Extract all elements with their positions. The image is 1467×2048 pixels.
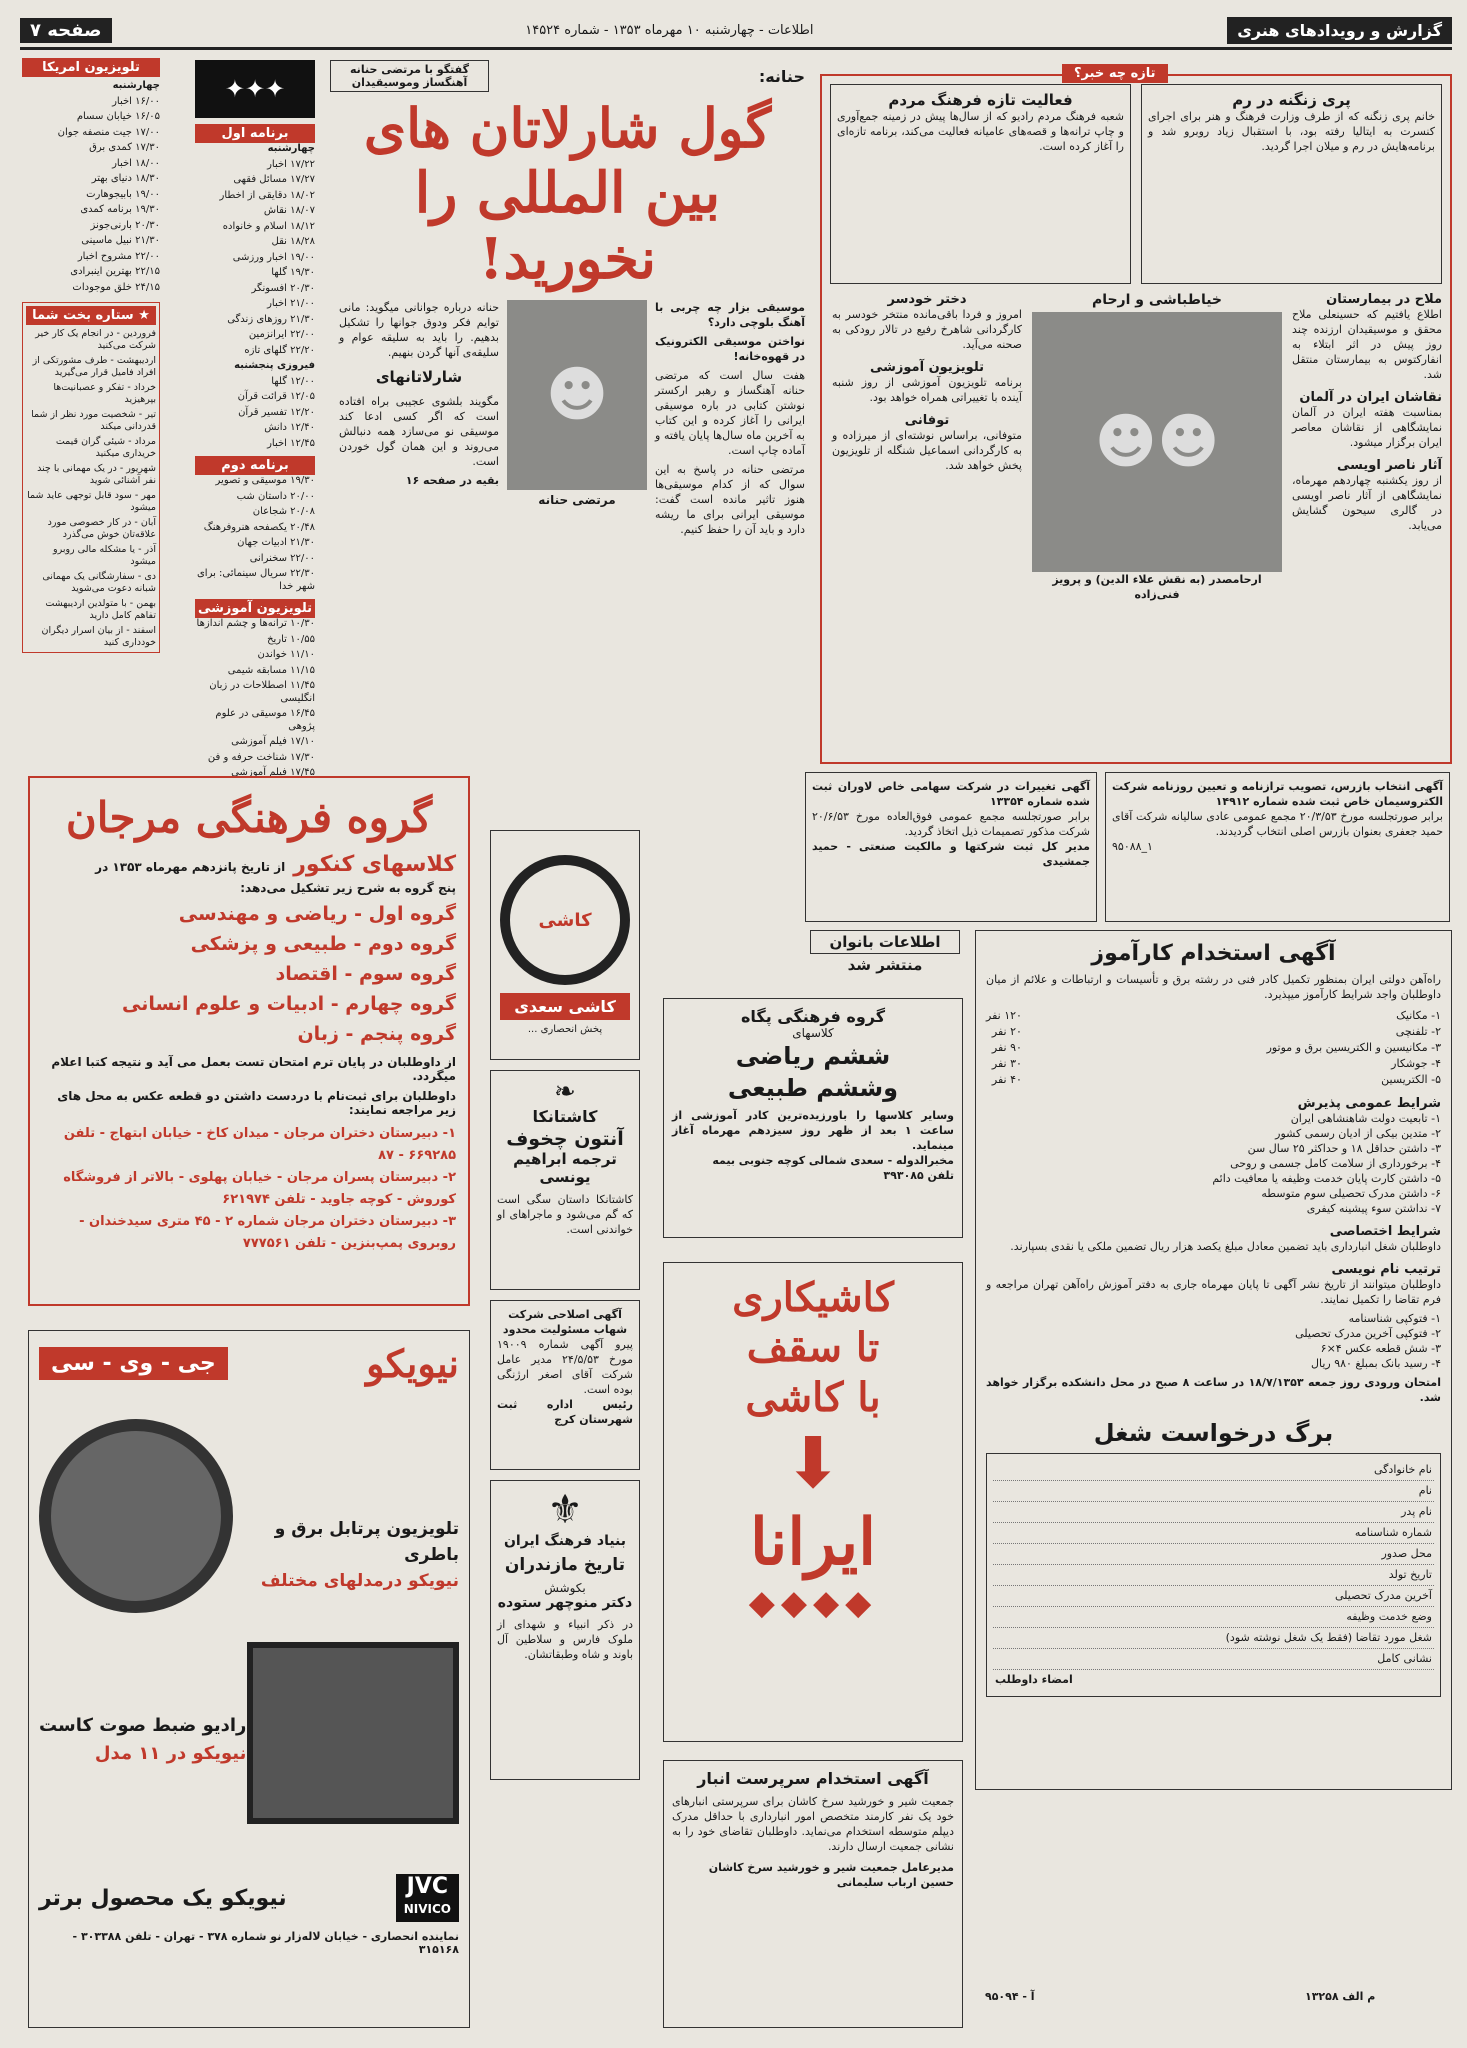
document: ۳- شش قطعه عکس ۴×۶ — [1320, 1342, 1441, 1355]
mazandaran-org: بنیاد فرهنگ ایران — [503, 1533, 627, 1549]
notice-sign: مدیر کل ثبت شرکتها و مالکیت صنعتی - حمید جمشیدی — [812, 840, 1090, 868]
mazandaran-title: تاریخ مازندران — [504, 1555, 626, 1575]
position-count: ۴۰ نفر — [991, 1073, 1022, 1086]
ad-body: جمعیت شیر و خورشید سرخ کاشان برای سرپرستی انبارهای خود یک نفر کارمند متخصص امور انبارداری با حداقل مدرک دیپلم متوسطه استخدام می‌نماید. داوطلبان تقاضای خود را به نشانی جمعیت ارسال دارند. — [672, 1795, 954, 1853]
irana-line: با کاشی — [745, 1374, 881, 1421]
book-emblem-icon: ⚜ — [547, 1487, 583, 1533]
book-title: کاشتانکا — [532, 1107, 598, 1126]
condition: ۲- متدین بیکی از ادیان رسمی کشور — [1275, 1127, 1441, 1140]
program-item: ۱۶/۴۵ موسیقی در علوم پژوهی — [215, 708, 315, 732]
pegah-org: گروه فرهنگی پگاه — [740, 1007, 886, 1026]
position-count: ۲۰ نفر — [991, 1025, 1022, 1038]
morjan-ad — [28, 776, 470, 1306]
program-item: ۲۱/۰۰ اخبار — [267, 298, 315, 309]
tv-item: ۲۲/۰۰ مشروح اخبار — [77, 250, 160, 262]
news-story-folk — [830, 84, 1131, 284]
program-item: ۱۰/۵۵ تاریخ — [267, 633, 315, 645]
morjan-title: گروه فرهنگی مرجان — [65, 793, 433, 842]
tv-item: ۱۶/۰۰ اخبار — [112, 95, 160, 107]
book-author: آنتون چخوف — [506, 1128, 624, 1150]
notice-title: آگهی تغییرات در شرکت سهامی خاص لاوران ثبت شده شماره ۱۳۳۵۴ — [812, 780, 1090, 808]
story-body: برنامه تلویزیون آموزشی از روز شنبه آینده با تغییراتی همراه خواهد بود. — [832, 376, 1022, 404]
program-edu-list — [195, 618, 315, 780]
horoscope-item: شهریور - در یک مهمانی با چند نفر آشنائی شوید — [37, 463, 156, 486]
horoscope-item: آذر - یا مشکله مالی روبرو میشود — [52, 544, 156, 567]
story-title: توفانی — [904, 413, 950, 428]
interview-body-5: مگویند بلشوی عجیبی براه افتاده است که اگر کسی ادعا کند موسیقی نو می‌سازد همه دنبالش می‌روند و این همان گول خوردن است. — [339, 395, 499, 468]
notice-lavaran — [805, 772, 1097, 922]
pegah-class: ششم ریاضی — [735, 1042, 891, 1070]
mazandaran-ad — [490, 1480, 640, 1780]
pegah-body: وسایر کلاسها را باورزیده‌ترین کادر آموزشی از ساعت ۱ بعد از ظهر روز سیزدهم مهرماه آغاز مینماید. — [672, 1109, 954, 1152]
form-field: آخرین مدرک تحصیلی — [993, 1586, 1434, 1607]
notice-title: آگهی انتخاب بازرس، تصویب ترازنامه و تعیین روزنامه شرکت الکتروسیمان خاص ثبت شده شماره ۱۴۹۱۲ — [1112, 780, 1443, 808]
interview-q1: موسیقی بزار چه چربی با آهنگ بلوچی دارد؟ — [655, 301, 805, 329]
tv-icon — [39, 1396, 233, 1636]
tv-logo-icon: ✦✦✦ — [195, 60, 315, 118]
notice-body: پیرو آگهی شماره ۱۹۰۰۹ مورخ ۲۴/۵/۵۳ مدیر عامل شرکت آقای اصغر ارژنگی بوده است. — [497, 1338, 633, 1396]
interview-tag: گفتگو با مرتضی حنانه آهنگساز وموسیقیدان — [330, 60, 489, 92]
form-title: برگ درخواست شغل — [1093, 1419, 1334, 1447]
notice-body: برابر صورتجلسه مورخ ۲۰/۳/۵۳ مجمع عمومی عادی سالیانه شرکت آقای حمید جعفری بعنوان بازرس اصلی انتخاب گردیدند. — [1112, 810, 1443, 838]
program-item: ۱۱/۱۰ خواندن — [257, 649, 315, 660]
story-title: ملاح در بیمارستان — [1326, 292, 1442, 307]
conditions-title: شرایط عمومی پذیرش — [1297, 1096, 1441, 1111]
news-story-zangeneh — [1141, 84, 1442, 284]
program-item: ۲۱/۳۰ روزهای زندگی — [227, 313, 315, 325]
story-body: شعبه فرهنگ مردم رادیو که از سال‌ها پیش در زمینه جمع‌آوری و چاپ ترانه‌ها و قصه‌های عامیانه فعالیت می‌کند، برنامه تازه‌ای را آغاز کرده است. — [837, 110, 1124, 153]
horoscope-item: اسفند - از بیان اسرار دیگران خودداری کنید — [41, 625, 156, 648]
form-code-right: م الف ۱۳۲۵۸ — [1305, 1990, 1376, 2003]
pegah-ad — [663, 998, 963, 1238]
tv-line: نیویکو درمدلهای مختلف — [260, 1571, 459, 1591]
tv-item: ۱۶/۰۵ خیابان سسام — [76, 111, 160, 122]
story-title: پری زنگنه در رم — [1232, 91, 1351, 109]
kashi-saadi-ad — [490, 830, 640, 1060]
morjan-date: از تاریخ پانزدهم مهرماه ۱۳۵۳ در — [95, 860, 286, 874]
news-bottom-row — [830, 292, 1442, 602]
registration-body: داوطلبان میتوانند از تاریخ نشر آگهی تا پایان مهرماه جاری به دفتر آموزش راه‌آهن تهران مراجعه و فرم تقاضا را تکمیل نمایند. — [986, 1278, 1441, 1306]
tv-item: ۲۱/۳۰ نبیل ماسینی — [81, 235, 160, 246]
story-body: اطلاع یافتیم که حسینعلی ملاح محقق و موسیقیدان ارزنده چند روز پیش در اثر ابتلاء به انفارکتوس به بیمارستان منتقل شد. — [1292, 308, 1442, 381]
morjan-note: از داوطلبان در پایان ترم امتحان تست بعمل می آید و نتیجه کتبا اعلام میگردد. — [51, 1055, 456, 1083]
interview-col-right — [655, 300, 805, 537]
application-form — [986, 1453, 1441, 1697]
pegah-phone: تلفن ۳۹۳۰۸۵ — [883, 1169, 954, 1182]
program-item: ۲۲/۳۰ سریال سینمائی: برای شهر خدا — [196, 568, 315, 592]
form-field: شغل مورد تقاضا (فقط یک شغل نوشته شود) — [993, 1628, 1434, 1649]
condition: ۵- داشتن کارت پایان خدمت وظیفه یا معافیت دائم — [1212, 1172, 1441, 1185]
news-box — [820, 66, 1452, 764]
tv-item: ۱۷/۰۰ جیت منصفه جوان — [57, 126, 160, 138]
interview-headline-2: بین المللی را نخورید! — [414, 160, 721, 292]
position-name: ۱- مکانیک — [1396, 1009, 1441, 1022]
story-title: فعالیت تازه فرهنگ مردم — [888, 91, 1073, 109]
morjan-address: ۳- دبیرستان دختران مرجان شماره ۲ - ۴۵ متری سیدخندان - روبروی پمپ‌بنزین - تلفن ۷۷۷۵۶۱ — [79, 1214, 456, 1251]
star-icon: ★ — [133, 308, 150, 323]
program-item: ۱۲/۴۰ دانش — [264, 422, 315, 433]
photo-caption: مرتضی حنانه — [538, 493, 616, 507]
kashtanka-ad — [490, 1070, 640, 1290]
ad-sign: مدیرعامل جمعیت شیر و خورشید سرخ کاشان — [708, 1861, 954, 1874]
form-field: نشانی کامل — [993, 1649, 1434, 1670]
registration-title: ترتیب نام نویسی — [1331, 1262, 1441, 1277]
form-field: نام — [993, 1481, 1434, 1502]
interview-body-1: هفت سال است که مرتضی حنانه آهنگساز و رهبر ارکستر نوشتن کتابی در باره موسیقی ایرانی را آغاز کرده و این کتاب به آخرین ماه سال‌ها پایان یافته و آماده چاپ است. — [655, 369, 805, 457]
document: ۴- رسید بانک بمبلغ ۹۸۰ ریال — [1310, 1357, 1441, 1370]
page-header — [20, 14, 1452, 50]
tv-america-list — [22, 80, 160, 294]
story-title: تلویزیون آموزشی — [869, 360, 985, 375]
program-item: ۲۲/۰۰ ایرانزمین — [248, 329, 315, 340]
tv-america-title: تلویزیون امریکا — [22, 58, 160, 77]
story-title: دختر خودسر — [887, 292, 967, 307]
irana-line: تا سقف — [746, 1324, 880, 1371]
radio-cassette-icon — [247, 1642, 459, 1824]
morjan-reg: داوطلبان برای ثبت‌نام با دردست داشتن دو قطعه عکس به محل های زیر مراجعه نمایند: — [57, 1089, 456, 1117]
tv-text — [233, 1516, 459, 1636]
interview-q2: نواختن موسیقی الکترونیک در قهوه‌خانه! — [655, 335, 805, 363]
program-item: ۱۲/۴۵ اخبار — [267, 437, 315, 449]
portrait-photo-icon: ☻ — [507, 300, 647, 490]
ad-title: آگهی استخدام سرپرست انبار — [697, 1769, 929, 1788]
program-column — [195, 60, 315, 778]
form-signature: امضاء داوطلب — [995, 1673, 1073, 1686]
irana-line: کاشیکاری — [732, 1274, 894, 1321]
ad-title: آگهی استخدام کارآموز — [1091, 941, 1336, 966]
conditions-list — [986, 1111, 1441, 1216]
radio-line: رادیو ضبط صوت کاست — [39, 1715, 247, 1736]
book-body: کاشتانکا داستان سگی است که گم می‌شود و ماجراهای او خواندنی است. — [497, 1193, 633, 1236]
program-item: ۱۷/۳۰ شناخت حرفه و فن — [207, 751, 315, 763]
continued-note: بقیه در صفحه ۱۶ — [405, 474, 499, 487]
program-item: ۲۲/۰۰ سخنرانی — [249, 552, 315, 564]
actors-photo-icon: ☻☻ — [1032, 312, 1282, 572]
program-item: ۱۸/۰۲ دقایقی از اخطار — [219, 189, 315, 201]
arrow-down-icon: ⬇ — [783, 1422, 843, 1504]
form-code-left: آ - ۹۵۰۹۴ — [985, 1990, 1035, 2003]
interview-kicker: حنانه: — [758, 66, 805, 86]
tv-line: تلویزیون پرتابل برق و باطری — [274, 1519, 459, 1565]
position-name: ۳- مکانیسین و الکتریسین برق و موتور — [1266, 1041, 1441, 1054]
horoscope-item: دی - سفارشگانی یک مهمانی شبانه دعوت می‌شوید — [42, 571, 156, 594]
kashi-sub: پخش انحصاری ... — [527, 1024, 603, 1035]
book-logo-icon: ❧ — [554, 1077, 576, 1107]
kashi-logo-icon: کاشی — [500, 855, 630, 985]
news-tag: تازه چه خبر؟ — [1062, 64, 1168, 83]
horoscope-item: آبان - در کار خصوصی مورد علاقه‌تان خوش می‌گذرد — [47, 517, 156, 540]
positions-table — [986, 1008, 1441, 1088]
counts-col — [986, 1008, 1022, 1088]
news-col-left — [832, 292, 1022, 602]
morjan-group: گروه دوم - طبیعی و پزشکی — [190, 933, 456, 955]
tv-listings-column — [22, 58, 160, 748]
pegah-addr: مخبرالدوله - سعدی شمالی کوچه جنوبی بیمه — [712, 1154, 954, 1167]
horoscope-item: مرداد - شیئی گران قیمت خریداری میکنید — [55, 436, 156, 459]
form-field: نام پدر — [993, 1502, 1434, 1523]
program-item: ۱۷/۱۰ فیلم آموزشی — [231, 736, 315, 747]
program-item: ۱۲/۰۵ قرائت قرآن — [237, 391, 315, 402]
program-item: ۲۱/۳۰ ادبیات جهان — [237, 537, 315, 548]
morjan-groups — [42, 899, 456, 1049]
jvc-logo-text: JVC — [406, 1874, 449, 1899]
warehouse-ad — [663, 1760, 963, 2028]
tv-item: ۱۹/۰۰ بابیجوهارت — [86, 188, 160, 200]
horoscope-title: ★ ستاره بخت شما — [26, 306, 156, 325]
position-name: ۲- تلفنچی — [1395, 1025, 1441, 1038]
program-item: ۲۰/۴۸ یکصفحه هنرو‌فرهنگ — [203, 521, 315, 533]
radio-line: نیویکو در ۱۱ مدل — [94, 1743, 247, 1764]
ad-intro: راه‌آهن دولتی ایران بمنظور تکمیل کادر فنی در رشته برق و تأسیسات و ارتباطات و علائم از میان داوطلبان واجد شرایط کارآموز میپذیرد. — [986, 973, 1441, 1001]
banovan-title: اطلاعات بانوان — [810, 930, 960, 954]
mazandaran-body: در ذکر انبیاء و شهدای از ملوک فارس و سلاطین آل باوند و شاه وطبقاتشان. — [497, 1618, 633, 1661]
document: ۲- فتوکپی آخرین مدرک تحصیلی — [1295, 1327, 1441, 1340]
program-item: ۱۷/۲۷ مسائل فقهی — [233, 174, 315, 185]
tv-item: ۱۷/۳۰ کمدی برق — [89, 142, 160, 153]
morjan-addresses — [42, 1123, 456, 1255]
tv-item: ۲۰/۳۰ بارنی‌جونز — [90, 219, 160, 231]
morjan-group: گروه سوم - اقتصاد — [275, 963, 456, 985]
nivico-slogan: نیویکو یک محصول برتر — [39, 1885, 287, 1911]
morjan-group: گروه چهارم - ادبیات و علوم انسانی — [122, 993, 456, 1015]
horoscope-item: مهر - سود قابل توجهی عاید شما میشود — [27, 490, 156, 513]
story-body: امروز و فردا باقی‌مانده منتخر خودسر به کارگردانی شاهرخ رفیع در تالار رودکی به صحنه می‌آید. — [832, 308, 1022, 351]
horoscope-item: اردیبهشت - طرف مشورتکی از افراد فامیل قرار می‌گیرید — [32, 355, 156, 378]
condition: ۳- داشتن حداقل ۱۸ و حداکثر ۲۵ سال سن — [1247, 1142, 1441, 1155]
morjan-sub: پنج گروه به شرح زیر تشکیل می‌دهد: — [240, 881, 456, 895]
program-item: ۲۰/۰۸ شجاعان — [252, 506, 315, 517]
interview-col-left — [339, 300, 499, 537]
notice-sign: رئیس اداره ثبت شهرستان کرج — [497, 1398, 633, 1426]
program-item: ۱۰/۳۰ ترانه‌ها و چشم اندازها — [196, 618, 315, 629]
interview-body-3: مرتضی حنانه در پاسخ به این سوال که از کدام موسیقی‌ها هنوز تاثیر مانده است گفت: موسیقی ایرانی برای ما ریشه دارد و باید آن را حفظ کنیم. — [655, 463, 805, 536]
story-title: خیاطباشی و ارحام — [1091, 292, 1223, 308]
horoscope-item: بهمن - با متولدین اردیبهشت تفاهم کامل دارید — [45, 598, 156, 621]
photo-caption: ارحامصدر (به نقش علاء الدین) و پرویز فنی‌زاده — [1052, 573, 1262, 601]
story-body: متوفانی، براساس نوشته‌ای از میرزاده و به کارگردانی اسماعیل شنگله از تلویزیون پخش خواهد شد. — [832, 429, 1022, 472]
document: ۱- فتوکپی شناسنامه — [1348, 1312, 1441, 1325]
trainee-recruitment-ad — [975, 930, 1452, 1790]
morjan-konkur: کلاسهای کنکور — [293, 852, 456, 877]
exam-note: امتحان ورودی روز جمعه ۱۸/۷/۱۳۵۳ در ساعت ۸ صبح در محل دانشکده برگزار خواهد شد. — [986, 1376, 1442, 1404]
position-count: ۹۰ نفر — [991, 1041, 1022, 1054]
mazandaran-author: دکتر منوچهر ستوده — [497, 1595, 633, 1611]
program-item: ۱۱/۴۵ اصطلاحات در زبان انگلیسی — [209, 680, 315, 704]
program-item: ۲۰/۳۰ افسونگر — [251, 282, 315, 294]
horoscope-item: تیر - شخصیت مورد نظر از شما قدردانی میکند — [31, 409, 156, 432]
interview-article — [330, 60, 805, 760]
program1-list — [195, 143, 315, 450]
form-field: تاریخ تولد — [993, 1565, 1434, 1586]
book-translator: ترجمه ابراهیم یونسی — [513, 1150, 617, 1186]
tv-america-day: چهارشنبه — [112, 80, 160, 91]
condition: ۴- برخورداری از سلامت کامل جسمی و روحی — [1230, 1157, 1441, 1170]
jvc-nivico-ad — [28, 1330, 470, 2028]
morjan-address: ۱- دبیرستان دختران مرجان - میدان کاخ - خیابان ابتهاج - تلفن ۶۶۹۲۸۵ - ۸۷ — [63, 1126, 456, 1163]
correction-notice — [490, 1300, 640, 1470]
condition: ۷- نداشتن سوء پیشینه کیفری — [1306, 1202, 1441, 1215]
nivico-logo-text: NIVICO — [403, 1902, 451, 1916]
program-item: ۱۹/۳۰ موسیقی و تصویر — [215, 475, 315, 486]
interview-photo-col — [507, 300, 647, 537]
irana-brand: ایرانا — [750, 1505, 876, 1580]
news-top-row — [830, 84, 1442, 284]
jvc-model: جی - وی - سی — [39, 1347, 228, 1380]
program-item: ۱۸/۰۷ نقاش — [263, 205, 315, 216]
notice-title: آگهی اصلاحی شرکت شهاب مسئولیت محدود — [502, 1308, 628, 1336]
interview-headline-1: گول شارلاتان های — [363, 96, 772, 160]
program1-day: چهارشنبه — [267, 143, 315, 154]
horoscope-box — [22, 302, 160, 653]
tv-item: ۲۲/۱۵ بهترین اینبرادی — [70, 266, 160, 277]
pegah-classes: کلاسهای — [792, 1026, 834, 1040]
position-name: ۵- الکتریسین — [1381, 1073, 1441, 1086]
story-title: آثار ناصر اویسی — [1337, 458, 1442, 473]
issue-meta: اطلاعات - چهارشنبه ۱۰ مهرماه ۱۳۵۳ - شماره ۱۴۵۲۴ — [525, 23, 814, 38]
story-body: خانم پری زنگنه که از طرف وزارت فرهنگ و هنر برای اجرای کنسرت به ایتالیا رفته بود، با استقبال زیاد روبرو شد و برنامه‌هایش در رم و میلان اجرا گردید. — [1148, 110, 1435, 153]
pegah-class: وششم طبیعی — [727, 1074, 899, 1102]
tv-item: ۲۴/۱۵ خلق موجودات — [72, 281, 160, 293]
form-field: شماره شناسنامه — [993, 1523, 1434, 1544]
news-col-right — [1292, 292, 1442, 602]
program2-title: برنامه دوم — [195, 456, 315, 475]
program-item: ۲۲/۲۰ گلهای تازه — [244, 344, 315, 356]
program-item: ۱۸/۲۸ نقل — [271, 236, 315, 247]
program1-title: برنامه اول — [195, 124, 315, 143]
program-item: ۱۱/۱۵ مسابقه شیمی — [227, 664, 315, 676]
section-title: گزارش و رویدادهای هنری — [1227, 17, 1452, 44]
story-body: بمناسبت هفته ایران در آلمان نمایشگاهی از نقاشان معاصر ایران برگزار میشود. — [1292, 406, 1442, 449]
page-number: صفحه ۷ — [20, 18, 112, 43]
program-item: ۱۸/۱۲ اسلام و خانواده — [222, 220, 315, 232]
banovan-notice — [810, 930, 960, 988]
kashi-name: کاشی سعدی — [500, 993, 629, 1020]
position-count: ۳۰ نفر — [991, 1057, 1022, 1070]
tv-item: ۱۹/۳۰ برنامه کمدی — [80, 204, 160, 215]
special-title: شرایط اختصاصی — [1329, 1224, 1441, 1239]
story-body: از روز یکشنبه چهاردهم مهرماه، نمایشگاهی از آثار ناصر اویسی در گالری سیحون گشایش می‌یابد. — [1292, 474, 1442, 532]
irana-ad — [663, 1262, 963, 1742]
horoscope-item: فروردین - در انجام یک کار خیر شرکت می‌کنید — [35, 328, 156, 351]
morjan-group: گروه اول - ریاضی و مهندسی — [178, 903, 456, 925]
nivico-brand: نیویکو — [366, 1341, 459, 1386]
ad-sign-name: حسین ارباب سلیمانی — [836, 1876, 954, 1889]
form-field: نام خانوادگی — [993, 1460, 1434, 1481]
program-item: ۱۷/۴۵ فیلم آموزشی — [231, 767, 315, 778]
program-item: ۲۰/۰۰ داستان شب — [236, 490, 315, 502]
position-count: ۱۲۰ نفر — [986, 1009, 1022, 1022]
tv-item: ۱۸/۰۰ اخبار — [112, 157, 160, 169]
morjan-address: ۲- دبیرستان پسران مرجان - خیابان پهلوی - بالاتر از فروشگاه کوروش - کوچه جاوید - تلفن ۶۲۱۹۷۴ — [63, 1170, 456, 1207]
jvc-footer: نماینده انحصاری - خیابان لاله‌زار نو شماره ۳۷۸ - تهران - تلفن ۳۰۳۳۸۸ - ۳۱۵۱۶۸ — [72, 1930, 459, 1956]
documents-list — [986, 1311, 1441, 1371]
program-item: ۱۲/۰۰ گلها — [271, 375, 315, 387]
notice-body: برابر صورتجلسه مجمع عمومی فوق‌العاده مورخ ۲۰/۶/۵۳ شرکت مذکور تصمیمات ذیل اتخاذ گردید. — [812, 810, 1090, 838]
program-item: ۱۷/۲۲ اخبار — [267, 158, 315, 170]
mazandaran-by: بکوشش — [544, 1581, 586, 1595]
jvc-logo — [396, 1874, 459, 1922]
condition: ۶- داشتن مدرک تحصیلی سوم متوسطه — [1261, 1187, 1441, 1200]
story-title: نقاشان ایران در آلمان — [1299, 390, 1442, 405]
program-item: ۱۲/۲۰ تفسیر قرآن — [238, 406, 315, 418]
tile-pattern-icon: ◆◆◆◆ — [748, 1583, 878, 1623]
notice-code: ۱_۹۵۰۸۸ — [1112, 840, 1153, 853]
interview-subhead: شارلاتانهای — [375, 368, 463, 386]
radio-text — [39, 1712, 246, 1824]
interview-body-2: حنانه درباره جوانانی میگوید: مانی‌ توایم فکر ودوق جوانها را تشکیل بدهیم. را باید به سلیقه عوام و سلیقه‌ی آنها گردن بنهیم. — [339, 301, 499, 359]
program-item: ۱۹/۰۰ اخبار ورزشی — [232, 251, 315, 263]
condition: ۱- تابعیت دولت شاهنشاهی ایران — [1290, 1112, 1441, 1125]
form-field: وضع خدمت وظیفه — [993, 1607, 1434, 1628]
morjan-group: گروه پنجم - زبان — [297, 1023, 456, 1045]
positions-col — [1267, 1008, 1441, 1088]
horoscope-list — [26, 328, 156, 649]
program2-list — [195, 475, 315, 593]
form-field: محل صدور — [993, 1544, 1434, 1565]
news-col-center — [1032, 292, 1282, 602]
program-item: ۱۹/۳۰ گلها — [271, 267, 315, 278]
program1-thursday: فیروزی پنجشنبه — [234, 360, 315, 371]
horoscope-item: خرداد - تفکر و عصبانیت‌ها بپرهیزید — [53, 382, 156, 405]
program-edu-title: تلویزیون آموزشی — [195, 599, 315, 618]
position-name: ۴- جوشکار — [1391, 1057, 1441, 1070]
tv-item: ۱۸/۳۰ دنیای بهتر — [91, 173, 160, 184]
banovan-sub: منتشر شد — [847, 956, 923, 974]
special-body: داوطلبان شغل انبارداری باید تضمین معادل مبلغ یکصد هزار ریال تضمین ملکی یا نقدی بسپارند. — [1010, 1240, 1441, 1253]
notice-electrocement — [1105, 772, 1450, 922]
